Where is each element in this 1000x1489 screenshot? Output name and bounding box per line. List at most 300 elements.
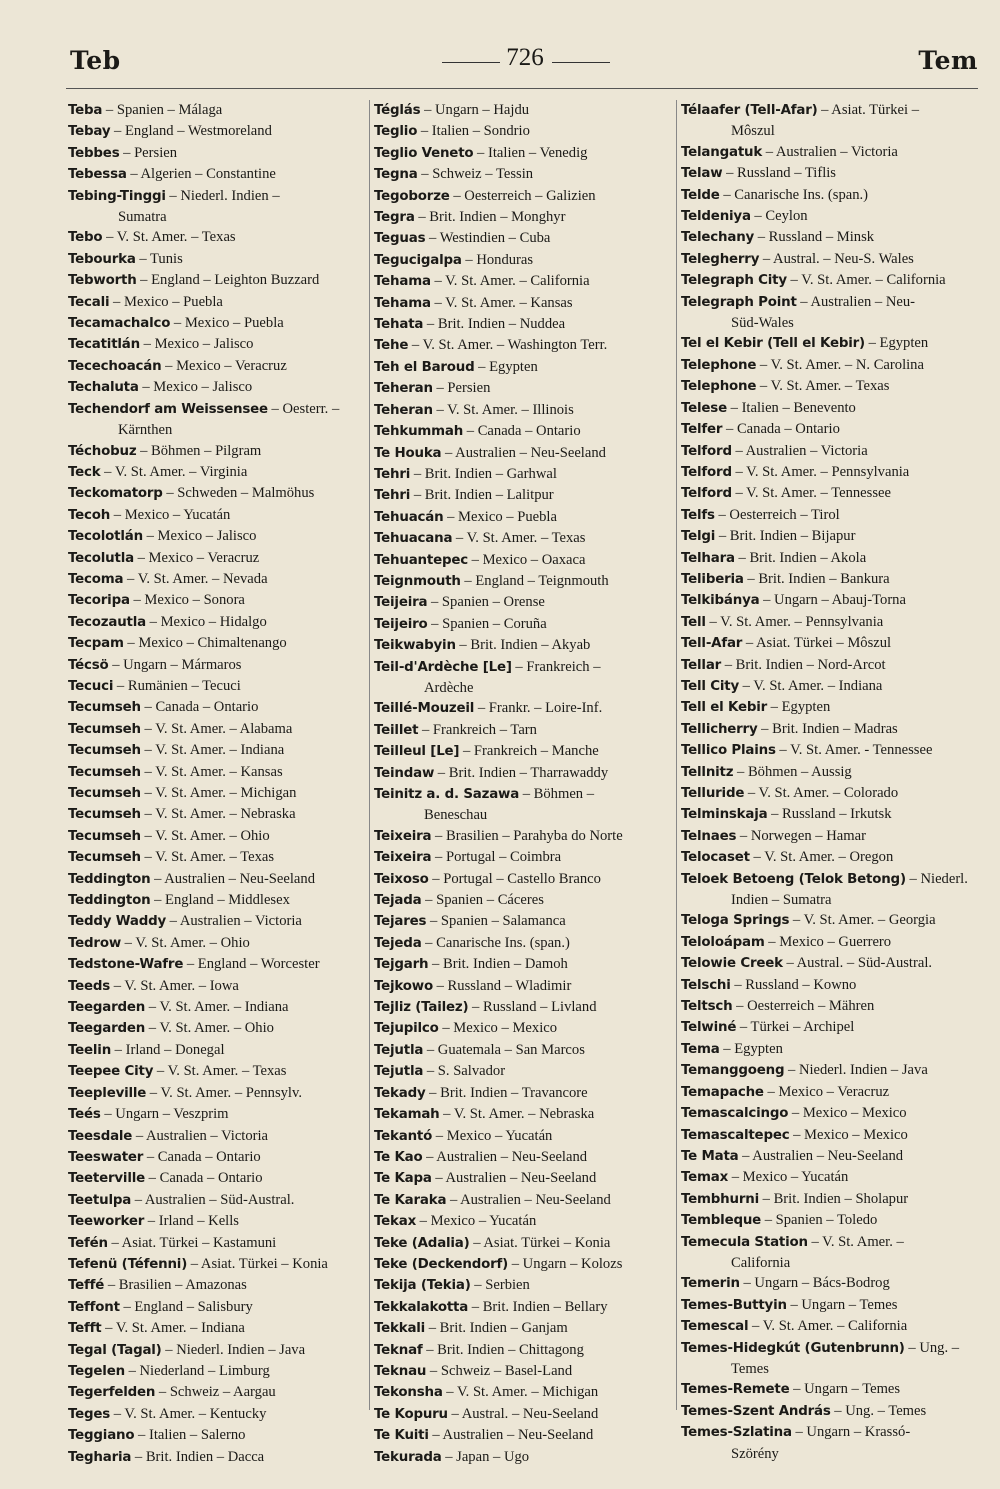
- entry-placename: Tecumseh: [68, 700, 141, 716]
- entry-location: – Brit. Indien – Nuddea: [423, 316, 566, 333]
- entry-placename: Teddington: [68, 871, 151, 887]
- entry-location: – Australien – Neu-Seeland: [431, 1170, 597, 1187]
- entry-location: – Russland – Livland: [468, 999, 597, 1016]
- gazetteer-entry: [68, 804, 364, 825]
- gazetteer-entry: [68, 997, 364, 1018]
- entry-location: – Frankreich – Manche: [459, 743, 599, 760]
- entry-location: – V. St. Amer. – Ohio: [145, 1020, 274, 1037]
- entry-placename: Tegerfelden: [68, 1385, 156, 1401]
- gazetteer-entry: [68, 143, 364, 164]
- gazetteer-entry: [68, 762, 364, 783]
- gazetteer-entry: [68, 1404, 364, 1425]
- entry-placename: Télaafer (Tell-Afar): [681, 103, 818, 118]
- entry-placename: Teegarden: [68, 1021, 146, 1037]
- entry-placename: Teltsch: [681, 999, 733, 1015]
- entry-location: – Mexico – Yucatán: [416, 1213, 537, 1230]
- gazetteer-entry: [374, 271, 672, 292]
- entry-placename: Tebourka: [68, 251, 136, 267]
- entry-placename: Telephone: [681, 357, 757, 373]
- entry-placename: Tefft: [68, 1321, 102, 1337]
- entry-location: – V. St. Amer. –: [807, 1233, 904, 1250]
- entry-placename: Temes-Szlatina: [681, 1425, 792, 1441]
- gazetteer-entry: [68, 1104, 364, 1125]
- entry-placename: Tecolutla: [68, 550, 134, 566]
- entry-continuation: Kärnthen: [118, 422, 173, 439]
- entry-location: – England – Westmoreland: [110, 123, 272, 140]
- entry-placename: Teke (Adalia): [374, 1235, 470, 1251]
- gazetteer-entry: [68, 1040, 364, 1061]
- gazetteer-entry: [681, 355, 981, 376]
- entry-location: – Ung. – Temes: [830, 1402, 927, 1419]
- gazetteer-entry: [68, 954, 364, 975]
- gazetteer-entry: [68, 249, 364, 270]
- gazetteer-entry: [374, 400, 672, 421]
- gazetteer-entry: [374, 485, 672, 506]
- entry-placename: Teguas: [374, 231, 426, 247]
- entry-location: – Russland – Kowno: [730, 976, 857, 993]
- entry-location: – Mexico – Puebla: [443, 508, 557, 525]
- entry-location: – V. St. Amer. – Texas: [756, 378, 890, 395]
- entry-location: – V. St. Amer. – Indiana: [145, 999, 289, 1016]
- gazetteer-entry: [374, 1061, 672, 1082]
- entry-location: – Tunis: [135, 250, 183, 267]
- entry-placename: Tecumseh: [68, 721, 141, 737]
- gazetteer-entry: [374, 997, 672, 1018]
- entry-placename: Teijeira: [374, 595, 428, 611]
- gazetteer-entry: [374, 507, 672, 528]
- entry-location: – Türkei – Archipel: [736, 1019, 855, 1036]
- gazetteer-entry: [68, 1126, 364, 1147]
- entry-location: – V. St. Amer. – Illinois: [432, 401, 574, 418]
- entry-location: – Böhmen – Pilgram: [136, 442, 262, 459]
- entry-location: – V. St. Amer. – N. Carolina: [756, 356, 924, 373]
- entry-continuation: Temes: [731, 1360, 769, 1377]
- entry-location: – Schweden – Malmöhus: [162, 485, 315, 502]
- gazetteer-entry: [681, 1401, 981, 1422]
- gazetteer-entry: [681, 1210, 981, 1231]
- gazetteer-entry: [681, 869, 981, 890]
- entry-location: – Mexico – Mexico: [438, 1020, 558, 1037]
- gazetteer-entry: [681, 804, 981, 825]
- entry-location: – Spanien – Málaga: [102, 102, 223, 118]
- entry-location: – Mexico – Hidalgo: [145, 613, 267, 630]
- entry-placename: Temecula Station: [681, 1234, 808, 1250]
- entry-placename: Tellnitz: [681, 764, 734, 780]
- entry-location: – V. St. Amer. – Pennsylvania: [731, 463, 910, 480]
- entry-location: – Italien – Benevento: [726, 399, 856, 416]
- gazetteer-entry: [68, 719, 364, 740]
- entry-location: – Mexico – Veracruz: [763, 1083, 890, 1100]
- entry-location: – Brit. Indien – Akyab: [455, 637, 591, 654]
- gazetteer-entry: [374, 1361, 672, 1382]
- gazetteer-entry: [374, 657, 672, 678]
- gazetteer-entry: [68, 826, 364, 847]
- gazetteer-entry: [374, 1147, 672, 1168]
- gazetteer-entry: [68, 377, 364, 398]
- entry-location: – Australien – Neu-Seeland: [441, 444, 606, 461]
- entry-placename: Tefenü (Téfenni): [68, 1256, 188, 1272]
- gazetteer-entry: [681, 419, 981, 440]
- entry-location: – Mexico – Yucatán: [728, 1169, 849, 1186]
- entry-location: – V. St. Amer. – Nebraska: [140, 806, 296, 823]
- entry-location: – Brit. Indien – Akola: [734, 549, 867, 566]
- gazetteer-entry: [374, 378, 672, 399]
- entry-placename: Teckomatorp: [68, 486, 163, 502]
- entry-placename: Teepee City: [68, 1064, 154, 1080]
- entry-location: – Algerien – Constantine: [126, 166, 276, 183]
- entry-location: – Egypten: [864, 335, 929, 352]
- gazetteer-entry: [681, 910, 981, 931]
- entry-placename: Telfs: [681, 507, 715, 523]
- entry-placename: Teegarden: [68, 1000, 146, 1016]
- entry-placename: Tecumseh: [68, 807, 141, 823]
- entry-location: – V. St. Amer. – Texas: [140, 849, 275, 866]
- gazetteer-entry: [68, 270, 364, 291]
- entry-placename: Te Mata: [681, 1148, 739, 1164]
- gazetteer-entry: [374, 784, 672, 805]
- gazetteer-entry: [68, 590, 364, 611]
- gazetteer-entry: [374, 847, 672, 868]
- gazetteer-entry: [374, 335, 672, 356]
- entry-placename: Teba: [68, 103, 103, 118]
- entry-placename: Tehama: [374, 295, 431, 311]
- entry-placename: Te Karaka: [374, 1192, 447, 1208]
- entry-placename: Tehri: [374, 488, 411, 504]
- gazetteer-entry: [68, 697, 364, 718]
- entry-location: – Mexico – Guerrero: [764, 933, 892, 950]
- gazetteer-entry: [681, 1017, 981, 1038]
- entry-placename: Tehkummah: [374, 424, 464, 440]
- gazetteer-entry: [681, 227, 981, 248]
- entry-placename: Temescal: [681, 1319, 749, 1335]
- gazetteer-entry: [681, 1125, 981, 1146]
- entry-placename: Tembleque: [681, 1213, 762, 1229]
- entry-location: – V. St. Amer. – Tennessee: [731, 485, 891, 502]
- gazetteer-entry: [681, 953, 981, 974]
- entry-placename: Tel el Kebir (Tell el Kebir): [681, 336, 865, 352]
- gazetteer-entry: [68, 1425, 364, 1446]
- entry-placename: Teldeniya: [681, 209, 751, 225]
- entry-placename: Te Houka: [374, 445, 442, 461]
- entry-placename: Telegraph City: [681, 273, 787, 289]
- gazetteer-entry: [68, 462, 364, 483]
- entry-location: – V. St. Amer. - Tennessee: [775, 742, 933, 759]
- entry-location: – Austral. – Süd-Austral.: [782, 955, 933, 972]
- entry-continuation: California: [731, 1254, 791, 1271]
- gazetteer-entry: [681, 376, 981, 397]
- entry-placename: Tekija (Tekia): [374, 1278, 471, 1294]
- entry-placename: Teliberia: [681, 571, 744, 587]
- entry-placename: Te Kopuru: [374, 1406, 448, 1422]
- entry-location: – Westindien – Cuba: [425, 230, 551, 247]
- gazetteer-entry: [68, 890, 364, 911]
- entry-placename: Tellar: [681, 657, 722, 673]
- entry-location: – Guatemala – San Marcos: [423, 1041, 585, 1058]
- entry-location: – Ungarn – Veszprim: [100, 1106, 229, 1123]
- gazetteer-entry: [681, 142, 981, 163]
- entry-location: – Italien – Sondrio: [417, 123, 530, 140]
- entry-placename: Teixeira: [374, 850, 432, 866]
- entry-location: – Portugal – Castello Branco: [428, 870, 601, 887]
- entry-location: – Austral. – Neu-Seeland: [447, 1405, 599, 1422]
- gazetteer-entry: [374, 869, 672, 890]
- entry-placename: Teges: [68, 1406, 111, 1422]
- entry-placename: Tell City: [681, 678, 740, 694]
- gazetteer-entry: [374, 250, 672, 271]
- entry-placename: Temax: [681, 1170, 729, 1186]
- gazetteer-entry: [374, 143, 672, 164]
- entry-placename: Tekamah: [374, 1107, 440, 1123]
- entry-location: – Mexico – Jalisco: [139, 336, 254, 353]
- entry-placename: Tebing-Tinggi: [68, 188, 166, 204]
- entry-location: – Egypten: [767, 699, 831, 716]
- gazetteer-entry: [681, 847, 981, 868]
- entry-placename: Tekkalakotta: [374, 1299, 469, 1315]
- gazetteer-entry: [68, 1254, 364, 1275]
- entry-placename: Temapache: [681, 1084, 764, 1100]
- entry-location: – Brit. Indien – Damoh: [428, 956, 568, 973]
- entry-location: – Niederl.: [905, 870, 968, 887]
- entry-location: – V. St. Amer. – Kansas: [140, 763, 283, 780]
- entry-location: – Austral. – Neu-S. Wales: [759, 250, 914, 267]
- entry-location: – V. St. Amer. – Oregon: [749, 849, 894, 866]
- entry-location: – V. St. Amer. – Michigan: [442, 1384, 599, 1401]
- entry-location: – Asiat. Türkei – Kastamuni: [107, 1234, 277, 1251]
- entry-placename: Teindaw: [374, 765, 435, 781]
- entry-location: – Oesterreich – Mähren: [732, 998, 875, 1015]
- gazetteer-entry: [68, 655, 364, 676]
- gazetteer-entry: [374, 763, 672, 784]
- entry-location: – V. St. Amer. – Michigan: [140, 785, 297, 801]
- entry-placename: Teheran: [374, 402, 433, 418]
- entry-location: – V. St. Amer. – Virginia: [100, 463, 248, 480]
- gazetteer-entry: [374, 207, 672, 228]
- entry-location: – Italien – Salerno: [134, 1427, 246, 1444]
- gazetteer-entry: [374, 1211, 672, 1232]
- entry-placename: Tejeda: [374, 935, 422, 951]
- entry-placename: Telde: [681, 187, 720, 203]
- gazetteer-entry: [681, 1103, 981, 1124]
- entry-placename: Tell: [681, 614, 706, 630]
- entry-placename: Teffé: [68, 1278, 105, 1294]
- entry-location: – Mexico – Puebla: [170, 315, 284, 332]
- entry-placename: Tellicherry: [681, 721, 758, 737]
- gazetteer-entry: [68, 911, 364, 932]
- entry-location: – V. St. Amer. – Texas: [153, 1063, 287, 1080]
- gazetteer-entry: [374, 228, 672, 249]
- gazetteer-entry: [681, 697, 981, 718]
- entry-location: – Ungarn – Krassó-: [791, 1424, 911, 1441]
- gazetteer-entry: [681, 526, 981, 547]
- gazetteer-entry: [68, 1447, 364, 1468]
- gazetteer-entry: [374, 614, 672, 635]
- entry-placename: Tegal (Tagal): [68, 1342, 162, 1358]
- entry-placename: Telkibánya: [681, 593, 760, 609]
- entry-location: – Ungarn – Kolozs: [508, 1255, 623, 1272]
- header-rule: [66, 88, 978, 89]
- gazetteer-entry: [681, 1273, 981, 1294]
- entry-location: – Russland – Irkutsk: [767, 806, 892, 823]
- entry-placename: Tebessa: [68, 167, 127, 183]
- entry-location: – Mexico – Jalisco: [142, 528, 257, 545]
- entry-placename: Tejares: [374, 914, 427, 930]
- entry-location: – Mexico – Veracruz: [133, 549, 260, 566]
- entry-placename: Teepleville: [68, 1085, 147, 1101]
- entry-location: – V. St. Amer. – Ohio: [140, 827, 270, 844]
- gazetteer-entry: [374, 1404, 672, 1425]
- gazetteer-entry: [374, 1425, 672, 1446]
- entry-location: – Australien – Neu-Seeland: [738, 1147, 904, 1164]
- entry-placename: Telford: [681, 443, 732, 459]
- gazetteer-entry: [374, 976, 672, 997]
- entry-location: – Brasilien – Amazonas: [104, 1277, 247, 1294]
- gazetteer-entry: [374, 528, 672, 549]
- entry-location: – Brit. Indien – Travancore: [425, 1084, 588, 1101]
- gazetteer-entry: [681, 185, 981, 206]
- entry-placename: Tekady: [374, 1085, 426, 1101]
- entry-placename: Teixoso: [374, 871, 429, 887]
- entry-placename: Telaw: [681, 166, 723, 182]
- entry-location: – Mexico – Veracruz: [161, 357, 287, 374]
- entry-placename: Teddington: [68, 893, 151, 909]
- entry-placename: Tefén: [68, 1235, 108, 1251]
- gazetteer-entry: [68, 1083, 364, 1104]
- entry-location: – Australien – Victoria: [166, 913, 302, 930]
- entry-placename: Telluride: [681, 786, 745, 801]
- entry-location: – Honduras: [461, 251, 534, 268]
- entry-location: – Niederland – Limburg: [124, 1362, 270, 1379]
- entry-location: – Oesterreich – Galizien: [449, 187, 596, 204]
- gazetteer-entry: [68, 1275, 364, 1296]
- entry-placename: Telese: [681, 400, 727, 416]
- gazetteer-entry: [68, 483, 364, 504]
- entry-placename: Tehama: [374, 274, 431, 290]
- entry-location: – Mexico – Chimaltenango: [123, 635, 287, 652]
- entry-placename: Techendorf am Weissensee: [68, 401, 268, 417]
- entry-location: – Australien – Victoria: [731, 442, 868, 459]
- running-head-right: Tem: [918, 46, 978, 75]
- entry-placename: Teijeiro: [374, 616, 428, 632]
- gazetteer-entry: [374, 357, 672, 378]
- entry-location: – Australien – Neu-Seeland: [428, 1427, 594, 1444]
- gazetteer-entry: [374, 741, 672, 762]
- entry-placename: Tecoh: [68, 507, 111, 523]
- entry-placename: Teillé-Mouzeil: [374, 701, 475, 717]
- entry-location: – Canarische Ins. (span.): [719, 186, 869, 203]
- entry-placename: Telwiné: [681, 1020, 737, 1036]
- entry-placename: Tehuacán: [374, 509, 444, 525]
- entry-location: – V. St. Amer. – Texas: [102, 229, 236, 246]
- entry-location: – V. St. Amer. – Iowa: [110, 977, 239, 994]
- entry-location: – Australien – Süd-Austral.: [131, 1191, 295, 1208]
- entry-location: – Frankr. – Loire-Inf.: [474, 700, 603, 717]
- entry-placename: Te Kao: [374, 1149, 423, 1165]
- gazetteer-entry: [681, 612, 981, 633]
- page-number: 726: [506, 44, 544, 71]
- entry-placename: Tejupilco: [374, 1021, 439, 1037]
- column-separator-2: [676, 100, 677, 1410]
- gazetteer-entry: [374, 933, 672, 954]
- entry-location: – Australien – Neu-Seeland: [446, 1191, 611, 1208]
- entry-placename: Tecamachalco: [68, 316, 171, 332]
- entry-location: – Brasilien – Parahyba do Norte: [431, 827, 623, 844]
- entry-location: – Niederl. Indien – Java: [161, 1341, 306, 1358]
- entry-placename: Téchobuz: [68, 443, 137, 459]
- entry-placename: Tecali: [68, 294, 110, 310]
- entry-placename: Tekantó: [374, 1128, 433, 1144]
- entry-location: – Brit. Indien – Bellary: [468, 1298, 608, 1315]
- entry-placename: Temes-Remete: [681, 1382, 790, 1398]
- gazetteer-entry: [68, 164, 364, 185]
- entry-continuation: Môszul: [731, 123, 775, 140]
- entry-location: – Egypten: [474, 358, 538, 375]
- gazetteer-entry: [681, 1422, 981, 1443]
- gazetteer-entry: [374, 1168, 672, 1189]
- gazetteer-entry: [68, 633, 364, 654]
- entry-location: – Brit. Indien – Lalitpur: [410, 487, 554, 504]
- entry-placename: Telangatuk: [681, 144, 763, 160]
- entry-location: – Asiat. Türkei – Môszul: [742, 635, 892, 652]
- gazetteer-entry: [681, 163, 981, 184]
- gazetteer-entry: [68, 399, 364, 420]
- entry-placename: Tecoripa: [68, 593, 130, 609]
- entry-placename: Telhara: [681, 550, 735, 566]
- entry-placename: Teikwabyin: [374, 638, 456, 654]
- entry-location: – Brit. Indien – Bijapur: [715, 528, 856, 545]
- entry-placename: Tecozautla: [68, 614, 146, 630]
- entry-location: – Schweiz – Basel-Land: [426, 1362, 573, 1379]
- gazetteer-entry: [681, 633, 981, 654]
- entry-placename: Tedstone-Wafre: [68, 957, 184, 973]
- gazetteer-entry: [374, 421, 672, 442]
- entry-placename: Tejutla: [374, 1042, 424, 1058]
- gazetteer-entry: [374, 443, 672, 464]
- entry-location: – Asiat. Türkei – Konia: [187, 1255, 328, 1272]
- gazetteer-entry: [68, 548, 364, 569]
- entry-location: – Brit. Indien – Dacca: [131, 1448, 265, 1465]
- entry-placename: Teglio: [374, 124, 418, 140]
- entry-placename: Teh el Baroud: [374, 359, 475, 375]
- gazetteer-entry: [374, 1126, 672, 1147]
- entry-placename: Temascaltepec: [681, 1127, 790, 1143]
- gazetteer-entry: [681, 1060, 981, 1081]
- gazetteer-entry: [68, 1018, 364, 1039]
- gazetteer-entry: [681, 719, 981, 740]
- gazetteer-entry: [68, 356, 364, 377]
- entry-location: – Spanien – Orense: [427, 594, 545, 611]
- entry-placename: Tegharia: [68, 1449, 132, 1465]
- entry-placename: Tellico Plains: [681, 743, 776, 759]
- entry-location: – Brit. Indien – Chittagong: [422, 1341, 584, 1358]
- entry-placename: Temerin: [681, 1276, 740, 1292]
- entry-location: – Brit. Indien – Sholapur: [758, 1190, 909, 1207]
- gazetteer-entry: [68, 121, 364, 142]
- entry-placename: Tejgarh: [374, 957, 429, 973]
- entry-location: – Ungarn – Temes: [786, 1296, 898, 1313]
- entry-placename: Teke (Deckendorf): [374, 1256, 509, 1272]
- entry-placename: Telocaset: [681, 850, 750, 866]
- entry-location: – V. St. Amer. – Indiana: [140, 742, 285, 759]
- gazetteer-entry: [68, 227, 364, 248]
- entry-placename: Telechany: [681, 230, 755, 246]
- gazetteer-entry: [374, 314, 672, 335]
- entry-location: – Australien – Neu-Seeland: [150, 870, 315, 887]
- entry-placename: Teffont: [68, 1299, 120, 1315]
- entry-location: – Australien – Neu-: [796, 293, 916, 310]
- entry-location: – Egypten: [719, 1040, 783, 1057]
- entry-location: – Asiat. Türkei –: [817, 102, 919, 118]
- gazetteer-entry: [374, 826, 672, 847]
